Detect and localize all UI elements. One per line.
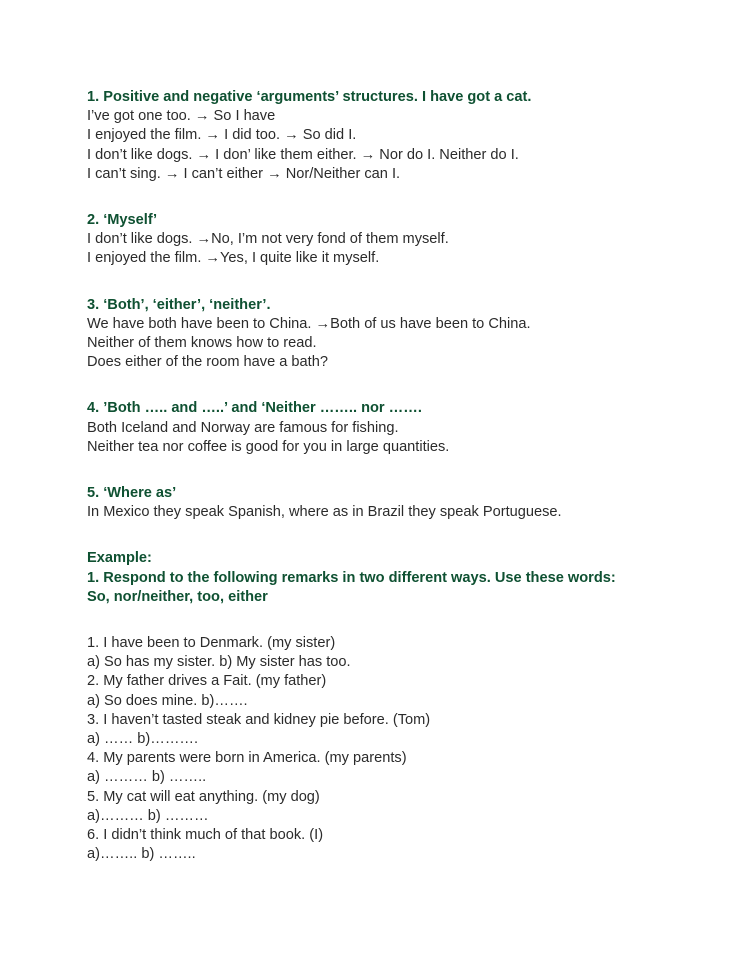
example-heading: Example:	[87, 550, 152, 567]
exercise-line: 3. I haven’t tasted steak and kidney pie before. (Tom)	[87, 711, 431, 728]
section-2-line: I enjoyed the film. →Yes, I quite like it myself.	[87, 250, 380, 267]
exercise-line: a) So has my sister. b) My sister has too.	[87, 654, 351, 671]
section-3-heading: 3. ‘Both’, ‘either’, ‘neither’.	[87, 296, 271, 313]
example-instruction-words: So, nor/neither, too, either	[87, 588, 268, 605]
exercise-line: a) ……… b) ……..	[87, 769, 207, 786]
exercise-line: 1. I have been to Denmark. (my sister)	[87, 635, 336, 652]
section-2-heading: 2. ‘Myself’	[87, 212, 158, 229]
exercise-line: a)…….. b) ……..	[87, 846, 196, 863]
section-1-heading: 1. Positive and negative ‘arguments’ structures. I have got a cat.	[87, 89, 532, 105]
exercise-line: 2. My father drives a Fait. (my father)	[87, 673, 327, 690]
spacer	[87, 457, 727, 484]
section-4-line: Neither tea nor coffee is good for you in large quantities.	[87, 438, 450, 455]
spacer	[87, 522, 727, 549]
section-4-line: Both Iceland and Norway are famous for fishing.	[87, 419, 399, 436]
spacer	[87, 372, 727, 399]
section-1-line: I can’t sing. → I can’t either → Nor/Neither can I.	[87, 165, 401, 182]
exercise-line: a)……… b) ………	[87, 807, 209, 824]
example-instruction: 1. Respond to the following remarks in two different ways. Use these words:	[87, 569, 616, 586]
spacer	[87, 184, 727, 211]
exercise-line: 4. My parents were born in America. (my parents)	[87, 750, 407, 767]
section-5-line: In Mexico they speak Spanish, where as in Brazil they speak Portuguese.	[87, 504, 562, 521]
section-2-line: I don’t like dogs. →No, I’m not very fond of them myself.	[87, 231, 449, 248]
exercise-line: 5. My cat will eat anything. (my dog)	[87, 788, 320, 805]
section-3-line: Neither of them knows how to read.	[87, 335, 317, 352]
section-4-heading: 4. ’Both ….. and …..’ and ‘Neither …….. nor …….	[87, 400, 422, 417]
section-3-line: We have both have been to China. →Both of us have been to China.	[87, 315, 531, 332]
exercise-line: a) So does mine. b)…….	[87, 692, 248, 709]
document-content	[87, 88, 727, 865]
section-3-line: Does either of the room have a bath?	[87, 354, 328, 371]
section-5-heading: 5. ‘Where as’	[87, 485, 177, 502]
spacer	[87, 269, 727, 296]
section-1-line: I enjoyed the film. → I did too. → So did I.	[87, 127, 357, 144]
exercise-line: 6. I didn’t think much of that book. (I)	[87, 827, 324, 844]
section-1-line: I don’t like dogs. → I don’ like them either. → Nor do I. Neither do I.	[87, 146, 519, 163]
exercise-line: a) …… b)……….	[87, 731, 199, 748]
section-1-line: I’ve got one too. → So I have	[87, 108, 276, 125]
spacer	[87, 607, 727, 634]
